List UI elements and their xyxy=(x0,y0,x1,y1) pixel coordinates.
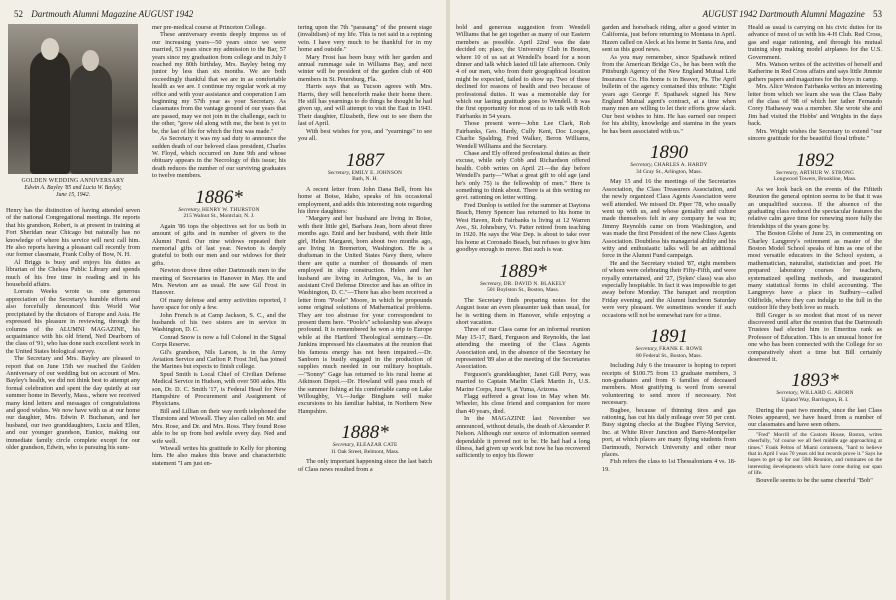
paragraph: During the past two months, since the last Class Notes appeared, we have heard from a number of our classmates and have seen others. xyxy=(748,406,882,429)
paragraph: The only important happening since the last batch of Class news resulted from a xyxy=(298,458,432,473)
left-issue-date: AUGUST 1942 xyxy=(138,9,194,19)
paragraph: He and the Secretary visited '87, eight members of whom were celebrating their Fifty-Fifth, and were royally entertained, and '27, (Sykes' class) was also especially hospitable. In fact it was impossible to get away before Monday. The banquet and reception Friday evening, and the Alumni luncheon Saturday were very pleasant. We sometimes wonder if such occasions will not be somewhat rare for a time. xyxy=(602,259,736,319)
left-column-3 xyxy=(298,24,432,596)
paragraph: Bouvelle seems to be the same cheerful "Bob" xyxy=(756,476,873,484)
right-issue-date: AUGUST 1942 xyxy=(702,9,758,19)
paragraph: garden and horseback riding, after a good winter in California, just before returning to Montana in April. Hazen called on Aleck at his home in Santa Ana, and sent us this good news. xyxy=(602,24,736,54)
paragraph: mer pre-medical course at Princeton College. xyxy=(152,24,266,31)
paragraph: Lorrain Weeks wrote us one generous appreciation of the Secretary's humble efforts and also forcefully denounced this World War precipitated by the dictators of Europe and Asia. He expressed his pleasure in reviewing, through the columns of the ALUMNI MAGAZINE, his acquaintance with his old friend, Ned Dearborn of the class of '91, who has done such excellent work in the United States biological survey. xyxy=(6,288,140,355)
paragraph: In the MAGAZINE last November we announced, without details, the death of Alexander P. Nelson. Although our source of information seemed dependable it proved not to be. He had had a long illness, had given up work but now he has recovered sufficiently to enjoy his flower xyxy=(456,415,590,460)
paragraph: Bill and Lillian on their way north telephoned the Thurstons and Wiswall. They also called on Mr. and Mrs. Rose, and Dr. and Mrs. Ross. They found Rose able to be up from bed awhile every day. Ned and wife well. xyxy=(152,407,286,445)
class-year: 1891 xyxy=(650,326,688,347)
left-magazine-title: Dartmouth Alumni Magazine xyxy=(31,9,137,19)
class-1893-heading: 1893* Secretary, WILLARD G. ABORN Upland Way, Barrington, R. I. xyxy=(748,371,882,403)
left-column-2 xyxy=(152,24,286,596)
paragraph: Including July 6 the treasurer is hoping to report receipts of $100.75 from 13 graduate members, 3 non-graduates and from 6 families of deceased members. Most gratifying is word from several volunteering to send more if necessary. Not necessary. xyxy=(602,362,736,407)
paragraph: Gil's grandson, Nils Larson, is in the Army Aviation Service and Carlton P. Frost 3rd, has joined the Marines but expects to finish college. xyxy=(152,348,286,371)
class-address: Longwood Towers, Brookline, Mass. xyxy=(773,176,857,183)
class-address: 11 Oak Street, Belmont, Mass. xyxy=(330,448,400,455)
paragraph: tering upon the 7th "parasang" of the present stage (invalidism) of my life. This is not said in a repining vein. I have very much to be thankful for in my home and outside." xyxy=(298,24,432,54)
paragraph: Heald as usual is carrying on his civic duties for its advance of most of us with his 4-H Club. Red Cross, gas and sugar rationing, and through his mutual training shop making model airplanes for the U.S. Government. xyxy=(748,24,882,61)
paragraph: Mary Frost has been busy with her garden and annual rummage sale in Williams Bay, and next winter will be president of the garden club of 400 members in St. Petersburg, Fla. xyxy=(298,53,432,83)
paragraph: Conrad Snow is now a full Colonel in the Signal Corps Reserve. xyxy=(152,333,286,349)
class-1889-heading: 1889* Secretary, DR. DAVID N. BLAKELY 501 Boylston St., Boston, Mass. xyxy=(456,262,590,294)
paragraph: Mrs. Alice Weston Fairbanks writes an interesting letter from which we learn she was the Class Baby of the class of '98 of which her father Fernando Corey Hathaway was a member. She wrote she and Jim had visited the Hobbs' and Wrights in the days back. xyxy=(748,83,882,128)
paragraph: "Margery and her husband are living in Boise, with their little girl, Barbara Jean, born about three months ago. Enid and her husband, with their little girl, Helen Margaret, born about two months ago, are living in Bremerton, Washington. He is a draftsman in the United States Navy there, where there are quite a number of thousands of men employed in ship construction. Helen and her husband are living in Arlington, Va., he is an assistant Civil Defense Director and has an office in Washington, D. C."—There has also been received a letter from "Poole" Moore, in which he propounds some original solutions of Mathematical problems. They are too abstruse for your correspondent to present them here. "Poole's" scholarship was always profound. It is remembered he won a trip to Europe while at the Hartford Theological seminary.—Dr. Junkins impressed his classmates at the reunion that his famous energy has not been impaired.—Dr. Sanborn is busily engaged in the production of supplies much needed in our military hospitals.—"Sonny" Gage has returned to his rural home at Atkinson Depot.—Dr. Howland will pass much of the summer fishing at his comfortable camp on Lake Willoughby, Vt.—Judge Bingham will make excursions to his familiar habitat, in Northern New Hampshire. xyxy=(298,215,432,415)
paragraph: Bill Greger is so modest that most of us never discovered until after the reunion that the Dartmouth Trustees had elected him to Emeritus rank as Professor of Education. This is an unusual honor for one who has been connected with the College for so comparatively short a time but Bill certainly deserved it. xyxy=(748,311,882,364)
paragraph: As we look back on the events of the Fiftieth Reunion the general opinion seems to be that it was an unqualified success. If the absence of the graduating class reduced the spectacular features the relative calm gave time for renewing more fully the friendships of the years gone by. xyxy=(748,185,882,230)
paragraph: Bugbee, because of thinning tires and gas rationing, has cut his daily mileage over 50 per cent. Busy signing checks at the Bugbee Flying Service, Inc. at White River Junction and Barre-Montpelier port, at which places are many flying students from Dartmouth, Norwich University and other near places. xyxy=(602,406,736,459)
left-column-1 xyxy=(6,24,140,596)
paragraph: Fred Dunlop is settled for the summer at Daytona Beach, Henry Spencer has returned to his home in West Haven, Rob Fairbanks is living at 12 Warren Ave., St. Johnsbury, Vt. Patter retired from teaching in 1920. He says the War Dep. is about to take over his home at Coronado Beach, but refuses to give him goodbye enough to move. But such is war. xyxy=(456,201,590,254)
class-secretary: DR. DAVID N. BLAKELY xyxy=(503,280,567,287)
paragraph: Mrs. Wright wishes the Secretary to extend "our sincere gratitude for the beautiful floral tribute." xyxy=(748,127,882,143)
class-year: 1893* xyxy=(791,370,839,392)
paragraph: bold and generous suggestion from Wendell Williams that he get together as many of our Eastern members as possible. April 22nd was the date decided on; place, the University Club in Boston, where 10 of us sat at Wendell's board for a noon dinner and talk which lasted till late afternoon. Only 4 of our men, who from their geographical location might be expected, failed to show up. Two of these declined for reasons of health and two because of professional duties. It was a memorable day for which our lasting gratitude goes to Wendell. It was the first opportunity for most of us to talk with Rob Fairbanks in 54 years. xyxy=(456,24,590,120)
class-year: 1887 xyxy=(346,149,384,171)
class-1887-heading: 1887 Secretary, EMILY E. JOHNSON Bath, N. H. xyxy=(298,151,432,183)
paragraph: May 15 and 16 the meetings of the Secretaries Association, the Class Treasurers Association, and the newly organized Class Agents Association were well attended. We missed Dr. Piper '78, who usually went up with us, and whose geniality and culture made themselves felt in any company he was in; Jimmy Reynolds came on from Washington, and was made the first President of the new Class Agents Association. Doubtless his managerial ability and his witty and enthusiastic talks will be an additional force in the Alumni Fund campaign. xyxy=(602,178,736,260)
paragraph: The Boston Globe of June 23, in commenting on Charley Langprey's retirement as master of the Boston Model School speaks of him as one of the most versatile educators in the School system, a mathematician, naturalist, statistician and poet. He prepared laboratory courses for teachers, systematized spelling methods, and inaugurated many statistical forms in child accounting. The Langpreys have a place in Sudbury—called Oldfields, where they can indulge to the full in the outdoor life they both love so much. xyxy=(748,230,882,312)
class-secretary: WILLARD G. ABORN xyxy=(800,390,854,397)
class-1890-heading: 1890 Secretary, CHARLES A. HARDY 34 Gray St., Arlington, Mass. xyxy=(602,143,736,175)
class-1888-heading: 1888* Secretary, ELEAZAR CATE 11 Oak Street, Belmont, Mass. xyxy=(298,423,432,455)
paragraph: Newton drove three other Dartmouth men to the meeting of Secretaries in Hanover in May. He and Mrs. Newton are as usual. He saw Gil Frost in Hanover. xyxy=(152,267,286,297)
class-1892-heading: 1892 Secretary, ARTHUR W. STRONG Longwood Towers, Brookline, Mass. xyxy=(748,151,882,183)
paragraph: Harris says that as Tucson agrees with Mrs. Harris, they will henceforth make their home there. He still has yearnings to do things he thought he had given up, and will attempt to visit the East in 1943. Their daughter, Elizabeth, flew out to see them the last of April. xyxy=(298,83,432,128)
left-page-number: 52 xyxy=(14,9,23,19)
anniversary-photo xyxy=(8,24,138,174)
right-running-head xyxy=(703,9,888,19)
photo-caption: GOLDEN WEDDING ANNIVERSARY Edwin A. Bayley '85 and Lucia W. Bayley, June 15, 1942. xyxy=(21,178,125,198)
paragraph: With best wishes for you, and "yearnings" to see you all. xyxy=(298,127,432,143)
paragraph: As Secretary it was my sad duty to announce the sudden death of our beloved class president, Charles W. Floyd, which occurred on June 9th and whose obituary appears in the Necrology of this issue; his death reduces the number of our surviving graduates to twelve members. xyxy=(152,135,286,180)
paragraph: Again '86 tops the objectives set for us both in amount of gifts and in number of givers to the Alumni Fund. Our nine widows repeated their memorial gifts of last year. Newton is deeply grateful to both our men and our widows for their gifts. xyxy=(152,222,286,267)
paragraph: The Secretary and Mrs. Bayley are pleased to report that on June 15th we reached the Golden Anniversary of our wedding but on account of Mrs. Bayley's health, we did not think best to attempt any formal celebration and spent the day quietly at our summer home in Beverly, Mass., where we received many kind letters and messages of congratulations and good wishes. We now have with us at our home our daughter, Mrs. Edwin P. Buchanan, and her husband, our two granddaughters, Lucia and Ellen, and our younger grandson, Eunice, making our immediate family circle complete except for our older grandson, Edwin, who is pursuing his sum- xyxy=(6,355,140,451)
left-page xyxy=(0,0,446,600)
paragraph: Flagg suffered a great loss in May when Mr. Wheeler, his close friend and companion for more than 40 years, died. xyxy=(456,393,590,415)
paragraph: Those present were—John Lee Clark, Rob Fairbanks, Geo. Hardy, Cully Kent, Doc Loogee, Charlie Spalding, Fred Walker, Beron Williams, Wendell Williams and the Secretary. xyxy=(456,120,590,150)
class-address: Bath, N. H. xyxy=(352,176,378,183)
paragraph: Chase and Ely offered professional duties as their excuse, while oely Cobb and Richardson offered health. Cobb writes on April 21—the day before Wendell's party—"What a great gift to old age (and he's only 75) is the fellowship of men." Here is something to think about. There is at this writing no govt. rationing on letter writing. xyxy=(456,149,590,202)
class-year: 1886* xyxy=(195,186,243,208)
class-secretary: CHARLES A. HARDY xyxy=(654,162,708,169)
class-address: 80 Federal St., Boston, Mass. xyxy=(636,352,702,359)
right-magazine-title: Dartmouth Alumni Magazine xyxy=(759,9,865,19)
paragraph: John French is at Camp Jackson, S. C., and the husbands of his two sisters are in service in Washington, D. C. xyxy=(152,311,286,334)
paragraph: A recent letter from John Dana Bell, from his home at Boise, Idaho, speaks of his occasional employment, and adds this interesting note regarding his three daughters: xyxy=(298,185,432,215)
paragraph: Henry has the distinction of having attended seven of the national Congregational meetings. He reports that his grandson, Robert, is at present in training at Fort Sheridan near Chicago but naturally has no knowledge of where his service will next call him. He also reports having a pleasant call recently from our former classmate, Frank Colby of Bow, N. H. xyxy=(6,207,140,259)
class-secretary: FRANK E. ROWE xyxy=(659,346,703,352)
class-secretary: EMILY E. JOHNSON xyxy=(351,169,403,176)
class-address: 215 Walnut St., Montclair, N. J. xyxy=(183,213,255,220)
class-year: 1892 xyxy=(796,149,834,171)
right-column-1 xyxy=(456,24,590,596)
paragraph: These anniversary events deeply impress us of our increasing years—50 years since we were married, 53 years since my admission to the Bar, 57 years since my graduation from college and in July I reached my 80th birthday, Mrs. Bayley being my junior by less than six months. We are both exceedingly thankful that we are in as comfortable health as we are. I continue my regular work at my office and with your assistance and cooperation I am beginning my 57th year as your Secretary. As classmates from the vantage ground of our years that are passed, may we not join in the challenge, each to the other, "grow old along with me, the best is yet to be, the last of life for which the first was made." xyxy=(152,31,286,135)
paragraph: As you may remember, since Spathawk retired from the American Bridge Co., he has been with the Pittsburgh Agency of the New England Mutual Life Insurance Co. His home is in Beaver, Pa. The April bulletin of the agency contained this tribute: "Eight years ago George F. Spathawk signed his New England Mutual agent's contract, at a time when many men are willing to let their efforts grow slack. Our best wishes to him. He has earned our respect for his ability, knowledge and stamina in the years he has been associated with us." xyxy=(602,53,736,135)
paragraph: "Fred" Morrill of the Custom House, Boston, writes cheerfully, "of course we all feel middle age approaching at times." Frank Pelton of Miami comments, "hard to believe that in April I was 70 years old but records prove it." Says he hopes to get up for our 50th Reunion, and ruminates on the interesting developments which have come during our span of life. xyxy=(748,429,882,477)
paragraph: Al Briggs is busy and enjoys his duties as librarian of the Chelsea Public Library and spends much of his free time in reading and in his household affairs. xyxy=(6,258,140,289)
class-year: 1889* xyxy=(499,260,547,282)
paragraph: Fish refers the class to 1st Thessalonians 4 vs. 18-19. xyxy=(602,458,736,473)
class-secretary: HENRY W. THURSTON xyxy=(202,206,260,213)
class-secretary: ELEAZAR CATE xyxy=(356,442,398,449)
class-secretary: ARTHUR W. STRONG xyxy=(799,169,854,176)
paragraph: Three of our Class came for an informal reunion May 15-17, Bard, Ferguson and Reynolds, the last attending the meeting of the Class Agents Association and, in the absence of the Secretary he represented '89 also at the meeting of the Secretaries Association. xyxy=(456,326,590,371)
paragraph: Of many defense and army activities reported, I have space for only a few. xyxy=(152,296,286,312)
class-address: 34 Gray St., Arlington, Mass. xyxy=(636,168,702,175)
class-1891-heading: 1891 Secretary, FRANK E. ROWE 80 Federal St., Boston, Mass. xyxy=(602,327,736,359)
paragraph: Spud Smith is Local Chief of Civilian Defense Medical Service in Hudson, with over 500 aides. His son, Dr. D. C. Smith '17, is Federal Head for New Hampshire of Procurement and Assignment of Physicians. xyxy=(152,370,286,408)
class-1886-heading: 1886* Secretary, HENRY W. THURSTON 215 Walnut St., Montclair, N. J. xyxy=(152,188,286,220)
paragraph: The Secretary finds preparing notes for the August issue an even pleasanter task than usual, for he is writing them in Hanover, while enjoying a short vacation. xyxy=(456,296,590,326)
paragraph: Wiswall writes his gratitude to Kelly for phoning him. He also makes this brave and characteristic statement "I am just en- xyxy=(152,444,286,467)
right-page xyxy=(450,0,896,600)
class-address: Upland Way, Barrington, R. I. xyxy=(781,397,849,404)
class-year: 1888* xyxy=(341,422,389,444)
left-running-head xyxy=(8,9,193,19)
paragraph: Ferguson's granddaughter, Janet Gill Perry, was married to Captain Marlin Clark Martin Jr., U.S. Marine Corps, June 9, at Yuma, Arizona. xyxy=(456,370,590,393)
right-column-2 xyxy=(602,24,736,596)
class-year: 1890 xyxy=(650,142,688,164)
right-column-3 xyxy=(748,24,882,596)
paragraph: Mrs. Watson writes of the activities of herself and Katherine in Red Cross affairs and says little Jimmie gathers papers and magazines for the boys in camp. xyxy=(748,61,882,83)
class-address: 501 Boylston St., Boston, Mass. xyxy=(486,287,560,294)
right-page-number: 53 xyxy=(873,9,882,19)
